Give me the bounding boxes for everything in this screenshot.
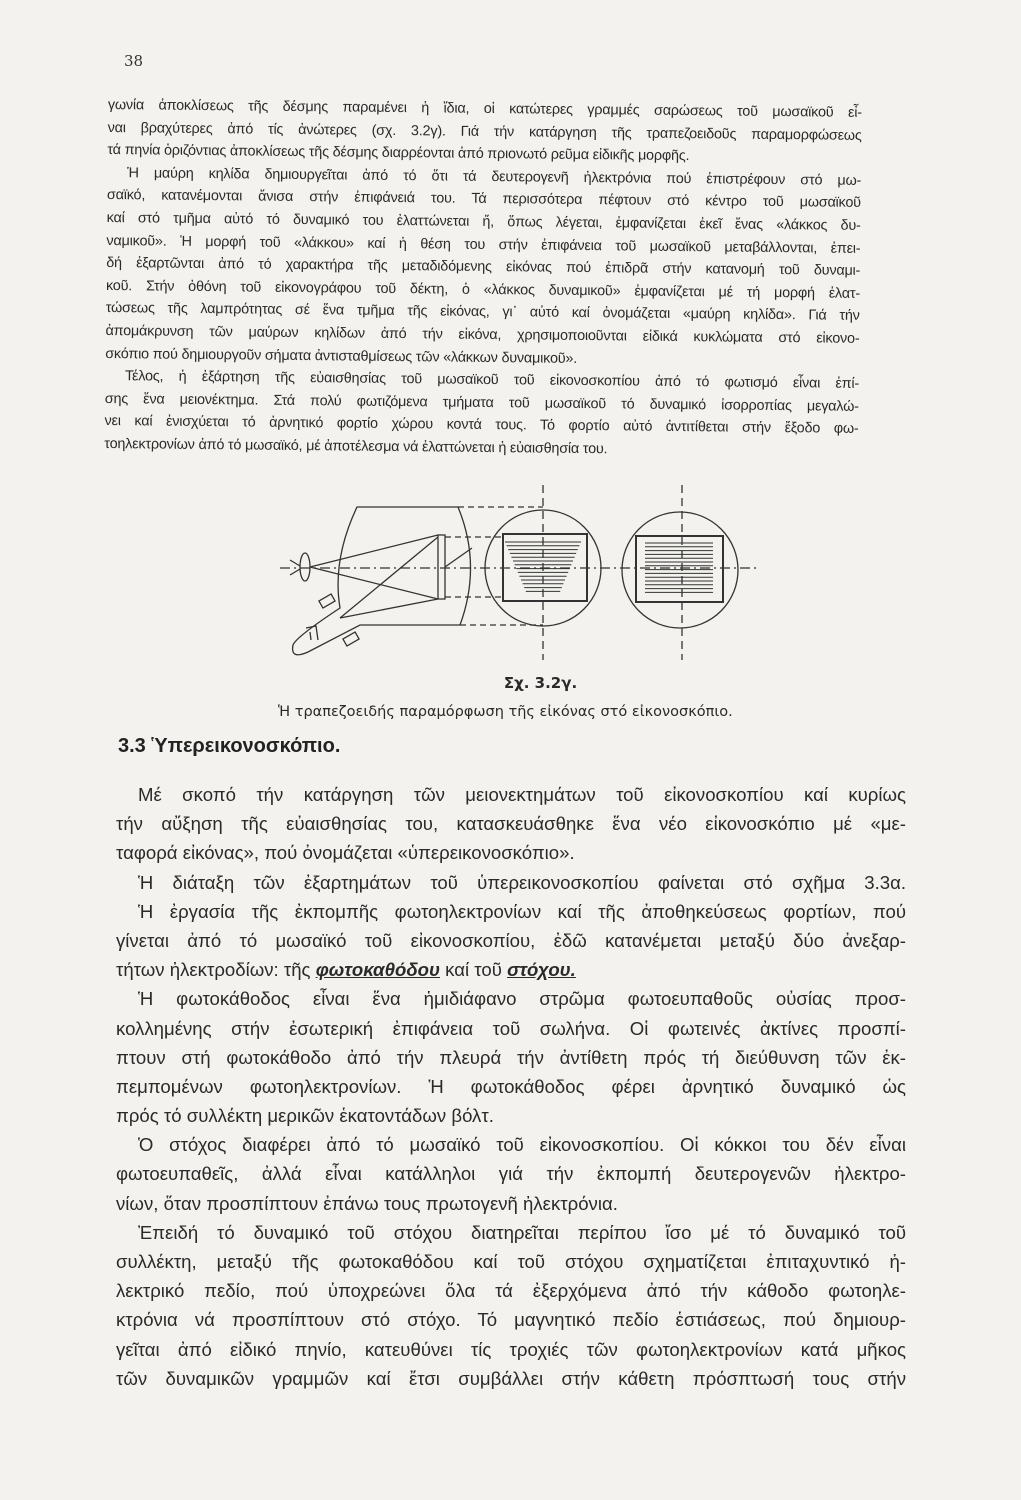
text-line: Τέλος, ἡ ἐξάρτηση τῆς εὐαισθησίας τοῦ μωσαϊκοῦ τοῦ εἰκονοσκοπίου ἀπό τό φωτισμό εἶναι ἐπί- (124, 368, 860, 393)
text-line: γίνεται ἀπό τό μωσαϊκό τοῦ εἰκονοσκοπίου, ἐδῶ κατανέμεται μεταξύ δύο ἀνεξαρ- (116, 929, 906, 951)
text-line: δή ἐξαρτῶνται ἀπό τό χαρακτήρα τῆς μεταδιδόμενης εἰκόνας πού ἐπιδρᾶ στήν κατανομή τοῦ δυναμι- (106, 255, 861, 280)
text-line: καί στό τμῆμα αὐτό τό δυναμικό του ἐλαττώνεται ἤ, ὅπως λέγεται, ἐμφανίζεται ἐκεῖ ἕνας «λάκκος δυ- (106, 209, 861, 234)
text-span: καί τοῦ (440, 959, 508, 981)
text-line: ναμικοῦ». Ἡ μορφή τοῦ «λάκκου» καί ἡ θέση του στήν ἐπιφάνεια τοῦ μωσαϊκοῦ μεταβάλλονται, ἐπει- (106, 232, 861, 257)
text-line: Μέ σκοπό τήν κατάργηση τῶν μειονεκτημάτων τοῦ εἰκονοσκοπίου καί κυρίως (138, 784, 906, 805)
text-line (116, 955, 906, 984)
text-line: κτρόνια νά προσπίπτουν στό στόχο. Τό μαγνητικό πεδίο ἑστιάσεως, πού δημιουρ- (116, 1309, 906, 1331)
text-line: τῶν δυναμικῶν γραμμῶν καί ἔτσι συμβάλλει στήν κάθετη πρόσπτωσή τους στήν (116, 1367, 906, 1389)
text-line: ταφορά εἰκόνας», πού ὀνομάζεται «ὑπερεικονοσκόπιο». (116, 842, 575, 864)
text-line: νίων, ὅταν προσπίπτουν ἐπάνω τους πρωτογενῆ ἠλεκτρόνια. (116, 1192, 618, 1214)
text-line: Ὁ στόχος διαφέρει ἀπό τό μωσαϊκό τοῦ εἰκονοσκοπίου. Οἱ κόκκοι του δέν εἶναι (138, 1134, 906, 1156)
lens (300, 553, 310, 581)
text-line: Ἡ διάταξη τῶν ἐξαρτημάτων τοῦ ὑπερεικονοσκοπίου φαίνεται στό σχῆμα 3.3α. (138, 871, 906, 893)
text-line: ἀπομάκρυνση τῶν μαύρων κηλίδων ἀπό τήν εἰκόνα, χρησιμοποιοῦνται εἰδικά κυκλώματα στό εἰκονο- (105, 322, 860, 347)
text-line: σης ἕνα μειονέκτημα. Στά πολύ φωτιζόμενα τμήματα τοῦ μωσαϊκοῦ τό δυναμικό ἰσορροπίας μεγαλώ- (104, 390, 859, 415)
text-line: σκόπιο πού δημιουργοῦν σήματα ἀντισταθμίσεως τῶν «λάκκων δυναμικοῦ». (105, 345, 578, 367)
text-line: πεμπομένων φωτοηλεκτρονίων. Ἡ φωτοκάθοδος φέρει ἀρνητικό δυναμικό ὡς (116, 1075, 906, 1097)
term-target: στόχου. (507, 959, 576, 981)
text-line: Ἡ ἐργασία τῆς ἐκπομπῆς φωτοηλεκτρονίων καί τῆς ἀποθηκεύσεως φορτίων, πού (138, 900, 906, 922)
figure-caption: Ἡ τραπεζοειδής παραμόρφωση τῆς εἰκόνας στό εἰκονοσκόπιο. (278, 704, 733, 720)
text-line: Ἐπειδή τό δυναμικό τοῦ στόχου διατηρεῖται περίπου ἴσο μέ τό δυναμικό τοῦ (138, 1221, 906, 1243)
text-line: λεκτρικό πεδίο, πού ὑποχρεώνει ὅλα τά ἐξερχόμενα ἀπό τήν κάθοδο φωτοηλε- (116, 1280, 906, 1302)
text-line: ναι βραχύτερες ἀπό τίς ἀνώτερες (σχ. 3.2γ). Γιά τήν κατάργηση τῆς τραπεζοειδοῦς παραμορφώσεως (107, 119, 862, 144)
text-line: τήν αὔξηση τῆς εὐαισθησίας του, κατασκευάσθηκε ἕνα νέο εἰκονοσκόπιο μέ «με- (116, 813, 906, 835)
section-heading: 3.3 Ὑπερεικονοσκόπιο. (118, 735, 341, 757)
figure-label: Σχ. 3.2γ. (503, 674, 578, 692)
tube-outline (293, 507, 471, 655)
text-line: πρός τό συλλέκτη μερικῶν ἑκατοντάδων βόλτ. (116, 1105, 494, 1127)
bottom-paragraphs (116, 780, 906, 1393)
term-photocathode: φωτοκαθόδου (315, 959, 441, 981)
text-line: Ἡ μαύρη κηλίδα δημιουργεῖται ἀπό τό ὅτι τά δευτερογενῆ ἠλεκτρόνια πού ἐπιστρέφουν στό μω- (127, 164, 862, 189)
text-span: τήτων ἠλεκτροδίων: τῆς (116, 959, 316, 981)
top-paragraphs (104, 94, 862, 463)
text-line: γεῖται ἀπό εἰδικό πηνίο, κατευθύνει τίς τροχιές τῶν φωτοηλεκτρονίων κατά μῆκος (116, 1338, 906, 1360)
text-line: τώσεως τῆς λαμπρότητας σέ ἕνα τμῆμα τῆς εἰκόνας, γι᾽ αὐτό καί ὀνομάζεται «μαύρη κηλίδα». Γιά τήν (105, 300, 860, 325)
text-line: γωνία ἀποκλίσεως τῆς δέσμης παραμένει ἡ ἴδια, οἱ κατώτερες γραμμές σαρώσεως τοῦ μωσαϊκοῦ εἶ- (107, 96, 862, 121)
text-line: Ἡ φωτοκάθοδος εἶναι ἕνα ἡμιδιάφανο στρῶμα φωτοευπαθοῦς οὐσίας προσ- (138, 988, 906, 1010)
text-line: τά πηνία ὁριζόντιας ἀποκλίσεως τῆς δέσμης διαρρέονται ἀπό πριονωτό ρεῦμα εἰδικῆς μορφῆς. (107, 142, 690, 165)
text-line: φωτοευπαθεῖς, ἀλλά εἶναι κατάλληλοι γιά τήν ἐκπομπή δευτερογενῶν ἠλεκτρο- (116, 1163, 906, 1185)
text-line: πτουν στή φωτοκάθοδο ἀπό τήν πλευρά τήν ἀντίθετη πρός τή διεύθυνση τῶν ἐκ- (116, 1046, 906, 1068)
text-line: συλλέκτη, μεταξύ τῆς φωτοκαθόδου καί τοῦ στόχου σχηματίζεται ἐπιταχυντικό ἠ- (116, 1251, 906, 1272)
text-line: νει καί ἐνισχύεται τό ἀρνητικό φορτίο χώρου κοντά τους. Τό φορτίο αὐτό ἀντιτίθεται στήν ἔξοδο φω- (104, 413, 859, 438)
text-line: σαϊκό, κατανέμονται ἄνισα στήν ἐπιφάνειά του. Τά περισσότερα πέφτουν στό κέντρο τοῦ μωσαϊκοῦ (106, 187, 861, 212)
page-number: 38 (124, 52, 144, 70)
text-line: κολλημένης στήν ἐσωτερική ἐπιφάνεια τοῦ σωλήνα. Οἱ φωτεινές ἀκτίνες προσπί- (116, 1017, 906, 1039)
text-line: τοηλεκτρονίων ἀπό τό μωσαϊκό, μέ ἀποτέλεσμα νά ἐλαττώνεται ἡ εὐαισθησία του. (104, 435, 608, 458)
iconoscope-diagram (260, 480, 780, 680)
text-line: κοῦ. Στήν ὀθόνη τοῦ εἰκονογράφου τοῦ δέκτη, ὁ «λάκκος δυναμικοῦ» ἐμφανίζεται μέ τή μορφή ἐλατ- (105, 277, 861, 302)
